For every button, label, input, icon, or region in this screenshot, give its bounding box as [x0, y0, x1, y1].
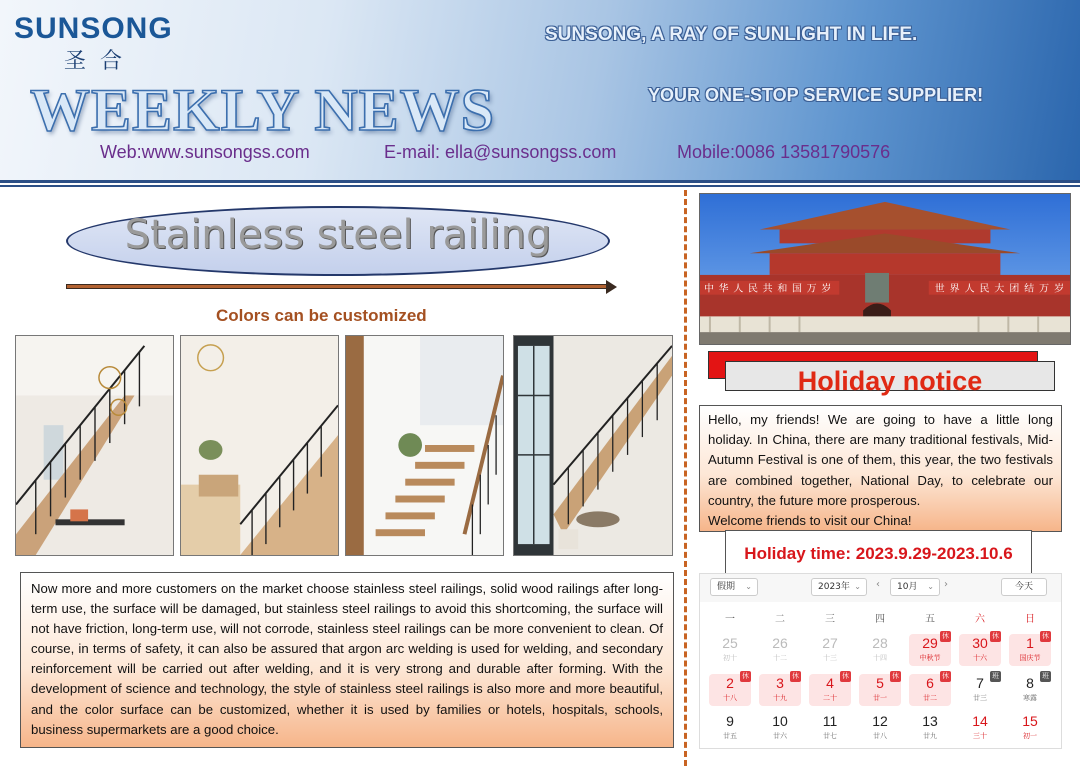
holiday-select[interactable]: [710, 578, 758, 596]
rest-day-badge: 休: [842, 672, 849, 680]
calendar-day[interactable]: [709, 674, 751, 706]
lunar-date: 十六: [973, 654, 987, 662]
lunar-date: 十二: [773, 654, 787, 662]
calendar-day[interactable]: [1009, 634, 1051, 666]
website-link[interactable]: Web:www.sunsongss.com: [100, 142, 310, 162]
railing-photo-3: [345, 335, 504, 556]
day-number: 3: [776, 675, 784, 691]
railing-photo-4: [513, 335, 673, 556]
month-select[interactable]: [890, 578, 940, 596]
holiday-notice-title: Holiday notice: [797, 366, 983, 396]
calendar-day[interactable]: [759, 674, 801, 706]
column-divider: [684, 190, 687, 766]
day-number: 30: [972, 635, 988, 651]
lunar-date: 初十: [723, 654, 737, 662]
slogan-sunlight: SUNSONG, A RAY OF SUNLIGHT IN LIFE.: [545, 24, 918, 45]
day-number: 26: [772, 635, 788, 651]
calendar-day[interactable]: [859, 712, 901, 744]
calendar-day[interactable]: [809, 634, 851, 666]
day-number: 1: [1026, 635, 1034, 651]
lunar-date: 廿九: [923, 732, 937, 740]
holiday-message-box: [699, 405, 1062, 532]
today-button[interactable]: 今天: [1001, 578, 1047, 596]
day-number: 6: [926, 675, 934, 691]
weekday-tue: 二: [775, 614, 785, 625]
month-select-label: 10月: [897, 582, 918, 592]
day-number: 7: [976, 675, 984, 691]
prev-month-icon[interactable]: ‹: [876, 579, 880, 590]
weekday-sat: 六: [975, 614, 985, 625]
calendar-day[interactable]: [1009, 712, 1051, 744]
header-rule-thin: [0, 185, 1080, 187]
lunar-date: 寒露: [1023, 694, 1037, 702]
logo-wordmark: SUNSONG: [14, 12, 173, 45]
railing-photo-1: [15, 335, 174, 556]
calendar-day[interactable]: [959, 674, 1001, 706]
day-number: 5: [876, 675, 884, 691]
railing-photo-2: [180, 335, 339, 556]
workday-badge: 班: [992, 672, 999, 680]
lunar-date: 国庆节: [1019, 654, 1041, 662]
calendar-day[interactable]: [959, 634, 1001, 666]
gate-sign-right: 世界人民大团结万岁: [934, 283, 1065, 295]
lunar-date: 三十: [973, 732, 987, 740]
day-number: 11: [822, 713, 838, 729]
day-number: 27: [822, 635, 838, 651]
calendar-day[interactable]: [1009, 674, 1051, 706]
slogan-service: YOUR ONE-STOP SERVICE SUPPLIER!: [648, 85, 984, 105]
day-number: 12: [872, 713, 888, 729]
logo-chinese: 圣合: [64, 49, 137, 74]
calendar-day[interactable]: [759, 634, 801, 666]
day-number: 9: [726, 713, 734, 729]
workday-badge: 班: [1042, 672, 1049, 680]
rest-day-badge: 休: [942, 672, 949, 680]
holiday-time: Holiday time: 2023.9.29-2023.10.6: [725, 530, 1032, 575]
lunar-date: 十九: [773, 694, 787, 702]
calendar-day[interactable]: [809, 712, 851, 744]
calendar-toolbar: [700, 574, 1061, 602]
railing-description-box: [20, 572, 674, 748]
day-number: 25: [722, 635, 738, 651]
day-number: 10: [772, 713, 788, 729]
lunar-date: 廿二: [923, 694, 937, 702]
day-number: 29: [922, 635, 938, 651]
header-banner: [0, 0, 1080, 180]
calendar-day[interactable]: [859, 634, 901, 666]
year-select-label: 2023年: [818, 582, 850, 592]
mobile-number: Mobile:0086 13581790576: [677, 142, 891, 162]
calendar-day[interactable]: [859, 674, 901, 706]
chevron-down-icon: ⌄: [854, 582, 861, 591]
lunar-date: 十三: [823, 654, 837, 662]
holiday-calendar: [699, 573, 1062, 749]
rest-day-badge: 休: [792, 672, 799, 680]
rest-day-badge: 休: [942, 632, 949, 640]
year-select[interactable]: [811, 578, 867, 596]
lunar-date: 十八: [723, 694, 737, 702]
lunar-date: 初一: [1023, 732, 1037, 740]
weekday-fri: 五: [925, 614, 935, 625]
calendar-day[interactable]: [759, 712, 801, 744]
calendar-day[interactable]: [709, 712, 751, 744]
section-title: Stainless steel railing: [124, 212, 552, 258]
arrow-head-icon: [606, 280, 617, 294]
calendar-day[interactable]: [959, 712, 1001, 744]
holiday-select-label: 假期: [717, 582, 736, 592]
lunar-date: 廿七: [823, 732, 837, 740]
rest-day-badge: 休: [892, 672, 899, 680]
arrow-rule: [66, 284, 608, 289]
lunar-date: 廿三: [973, 694, 987, 702]
day-number: 4: [826, 675, 834, 691]
rest-day-badge: 休: [742, 672, 749, 680]
holiday-welcome: Welcome friends to visit our China!: [708, 513, 912, 529]
day-number: 2: [726, 675, 734, 691]
lunar-date: 廿一: [873, 694, 887, 702]
day-number: 15: [1022, 713, 1038, 729]
weekday-mon: 一: [725, 614, 735, 625]
day-number: 28: [872, 635, 888, 651]
calendar-day[interactable]: [809, 674, 851, 706]
holiday-message: Hello, my friends! We are going to have a little long holiday. In China, there are many traditional festivals, Mid-Autumn Festival is one of them, this year, the two festivals are combined together, National Day, to celebrate our country, the future more prosperous.: [708, 412, 1053, 508]
chevron-down-icon: ⌄: [927, 582, 934, 591]
calendar-day[interactable]: [709, 634, 751, 666]
lunar-date: 中秋节: [919, 654, 941, 662]
weekday-sun: 日: [1025, 614, 1035, 625]
day-number: 14: [972, 713, 988, 729]
calendar-day[interactable]: [909, 634, 951, 666]
header-rule: [0, 180, 1080, 183]
calendar-day[interactable]: [909, 674, 951, 706]
email-link[interactable]: E-mail: ella@sunsongss.com: [384, 142, 617, 162]
lunar-date: 十四: [873, 654, 887, 662]
lunar-date: 廿五: [723, 732, 737, 740]
newsletter-title: WEEKLY NEWS: [30, 77, 496, 143]
tiananmen-photo: [699, 193, 1071, 345]
calendar-day[interactable]: [909, 712, 951, 744]
day-number: 13: [922, 713, 938, 729]
lunar-date: 廿八: [873, 732, 887, 740]
gate-sign-left: 中华人民共和国万岁: [703, 283, 832, 295]
rest-day-badge: 休: [1042, 632, 1049, 640]
lunar-date: 二十: [823, 694, 837, 702]
weekday-thu: 四: [875, 614, 885, 625]
weekday-wed: 三: [825, 614, 835, 625]
next-month-icon[interactable]: ›: [944, 579, 948, 590]
lunar-date: 廿六: [773, 732, 787, 740]
day-number: 8: [1026, 675, 1034, 691]
rest-day-badge: 休: [992, 632, 999, 640]
chevron-down-icon: ⌄: [745, 582, 752, 591]
colors-caption: Colors can be customized: [216, 306, 427, 325]
railing-description: Now more and more customers on the market choose stainless steel railings, solid wood railings after long-term use, the surface will be damaged, but stainless steel railings to avoid this shortcoming, the surface will not have friction, long-term use, will not corrode, stainless steel railings can be more convenient to clean. Of course, in terms of safety, it can also be assured that argon arc welding is used for welding, and secondary reinforcement will be carried out after welding, and it is very strong and durable after forming. With the development of science and technology, the style of stainless steel railings is also more and more beautiful, and the color surface can be customized, whether it is used by families or hotels, hospitals, schools, business supermarkets are a good choice.: [31, 581, 663, 737]
